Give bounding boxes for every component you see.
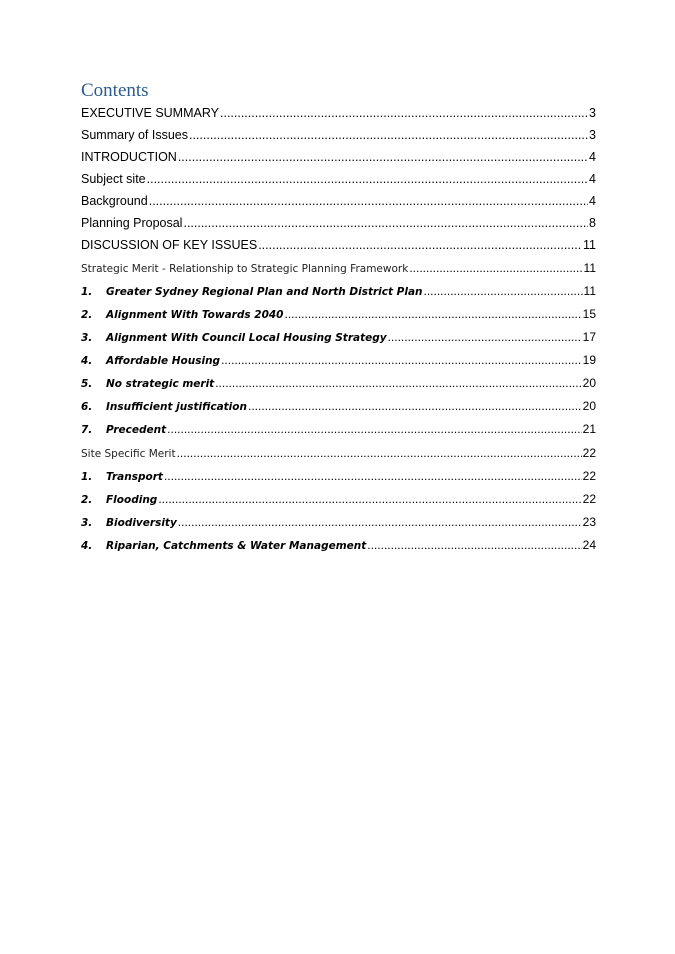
toc-entry-planning-proposal[interactable] [81, 212, 596, 230]
toc-entry-greater-sydney-plan[interactable] [81, 280, 596, 298]
toc-page-number: 4 [589, 172, 596, 186]
toc-leader [189, 128, 588, 142]
toc-entry-number: 3. [81, 332, 93, 344]
toc-page-number: 21 [582, 422, 596, 436]
toc-page-number: 11 [583, 261, 596, 275]
toc-page-number: 3 [589, 106, 596, 120]
toc-page-number: 23 [582, 515, 596, 529]
toc-leader [164, 469, 582, 483]
toc-leader [285, 307, 582, 321]
toc-entry-label: Strategic Merit - Relationship to Strategic Planning Framework [81, 263, 409, 275]
toc-entry-label: Insufficient justification [106, 401, 247, 413]
toc-leader [215, 376, 581, 390]
toc-entry-summary-of-issues[interactable] [81, 124, 596, 142]
toc-entry-label: INTRODUCTION [81, 150, 177, 164]
toc-leader [183, 216, 588, 230]
toc-entry-executive-summary[interactable] [81, 102, 596, 120]
toc-leader [367, 538, 581, 552]
toc-leader [177, 446, 582, 460]
toc-leader [149, 194, 588, 208]
toc-entry-background[interactable] [81, 190, 596, 208]
toc-leader [178, 150, 588, 164]
toc-leader [220, 106, 588, 120]
toc-entry-label: Precedent [106, 424, 167, 436]
toc-entry-label: Planning Proposal [81, 216, 183, 230]
toc-entry-insufficient-justification[interactable] [81, 395, 596, 413]
toc-page-number: 24 [582, 538, 596, 552]
toc-entry-number: 1. [81, 286, 93, 298]
toc-page-number: 4 [589, 194, 596, 208]
toc-entry-local-housing-strategy[interactable] [81, 326, 596, 344]
toc-entry-riparian[interactable] [81, 534, 596, 552]
toc-leader [424, 284, 583, 298]
toc-entry-subject-site[interactable] [81, 168, 596, 186]
toc-leader [221, 353, 582, 367]
toc-entry-towards-2040[interactable] [81, 303, 596, 321]
toc-leader [158, 492, 581, 506]
toc-entry-label: Background [81, 194, 148, 208]
toc-entry-no-strategic-merit[interactable] [81, 372, 596, 390]
toc-page-number: 19 [582, 353, 596, 367]
toc-entry-label: No strategic merit [106, 378, 215, 390]
toc-page-number: 15 [582, 307, 596, 321]
toc-entry-label: Flooding [106, 494, 158, 506]
toc-page-number: 22 [582, 469, 596, 483]
toc-page-number: 11 [583, 284, 596, 298]
toc-entry-label: Greater Sydney Regional Plan and North District Plan [106, 286, 423, 298]
toc-entry-number: 5. [81, 378, 93, 390]
toc-entry-affordable-housing[interactable] [81, 349, 596, 367]
toc-entry-transport[interactable] [81, 465, 596, 483]
toc-leader [409, 261, 582, 275]
toc-entry-number: 3. [81, 517, 93, 529]
contents-title: Contents [81, 80, 149, 101]
toc-entry-number: 6. [81, 401, 93, 413]
toc-entry-discussion-of-key-issues[interactable] [81, 234, 596, 252]
toc-entry-number: 4. [81, 355, 93, 367]
toc-page-number: 3 [589, 128, 596, 142]
toc-entry-precedent[interactable] [81, 418, 596, 436]
toc-entry-label: Summary of Issues [81, 128, 188, 142]
toc-entry-label: Alignment With Council Local Housing Strategy [106, 332, 387, 344]
toc-entry-label: Site Specific Merit [81, 448, 176, 460]
toc-entry-introduction[interactable] [81, 146, 596, 164]
toc-entry-label: Subject site [81, 172, 146, 186]
toc-leader [147, 172, 588, 186]
toc-leader [388, 330, 582, 344]
toc-page-number: 20 [582, 399, 596, 413]
toc-entry-number: 7. [81, 424, 93, 436]
toc-leader [258, 238, 582, 252]
toc-leader [167, 422, 581, 436]
toc-entry-number: 2. [81, 494, 93, 506]
toc-entry-number: 4. [81, 540, 93, 552]
toc-entry-number: 2. [81, 309, 93, 321]
toc-page-number: 22 [582, 446, 596, 460]
toc-entry-label: Transport [106, 471, 163, 483]
toc-entry-label: Riparian, Catchments & Water Management [106, 540, 367, 552]
toc-page-number: 22 [582, 492, 596, 506]
toc-entry-site-specific-merit[interactable] [81, 442, 596, 460]
toc-leader [178, 515, 582, 529]
toc-entry-number: 1. [81, 471, 93, 483]
toc-page-number: 4 [589, 150, 596, 164]
toc-entry-biodiversity[interactable] [81, 511, 596, 529]
toc-page-number: 11 [583, 238, 596, 252]
toc-leader [248, 399, 582, 413]
toc-page-number: 20 [582, 376, 596, 390]
toc-page-number: 8 [589, 216, 596, 230]
toc-entry-label: Alignment With Towards 2040 [106, 309, 284, 321]
toc-page-number: 17 [582, 330, 596, 344]
toc-entry-strategic-merit[interactable] [81, 257, 596, 275]
toc-entry-flooding[interactable] [81, 488, 596, 506]
toc-entry-label: DISCUSSION OF KEY ISSUES [81, 238, 258, 252]
toc-entry-label: Affordable Housing [106, 355, 221, 367]
toc-entry-label: EXECUTIVE SUMMARY [81, 106, 219, 120]
toc-entry-label: Biodiversity [106, 517, 177, 529]
